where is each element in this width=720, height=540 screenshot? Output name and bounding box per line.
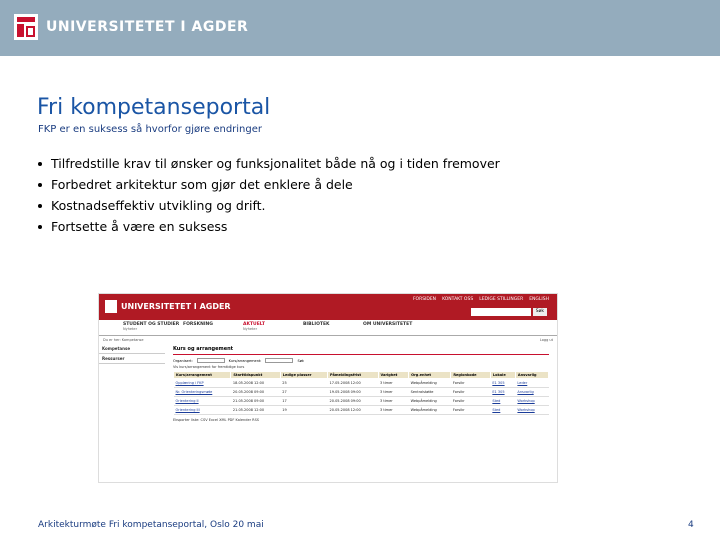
table-cell[interactable]: Sted — [490, 397, 515, 406]
bullet-text: Kostnadseffektiv utvikling og drift. — [51, 198, 266, 213]
bullet-item — [38, 153, 500, 174]
table-row — [174, 388, 549, 397]
table-cell: 3 timer — [378, 388, 409, 397]
table-cell: 18.05.2008 12:00 — [231, 379, 280, 388]
breadcrumb — [99, 336, 557, 344]
bullet-text: Fortsette å være en suksess — [51, 219, 228, 234]
table-row — [174, 406, 549, 415]
table-cell: 17.05.2008 12:00 — [328, 379, 378, 388]
screenshot-body — [99, 344, 557, 424]
breadcrumb-text: Du er her: Kompetanse — [103, 338, 144, 342]
bullet-list — [38, 153, 500, 237]
nav-aktuelt[interactable] — [243, 320, 301, 335]
table-cell[interactable]: E1 305 — [490, 388, 515, 397]
slide-title: Fri kompetanseportal — [37, 95, 271, 120]
table-header[interactable]: Starttidspunkt — [231, 372, 280, 379]
screenshot-logo-text: UNIVERSITETET I AGDER — [121, 302, 231, 311]
table-cell[interactable]: Opplæring i FKP — [174, 379, 231, 388]
table-cell[interactable]: Workshop — [515, 406, 548, 415]
table-cell: 20.05.2008 12:00 — [328, 406, 378, 415]
table-cell: 19.05.2008 09:00 — [328, 388, 378, 397]
screenshot-nav — [99, 320, 557, 336]
table-cell[interactable]: Orientering II — [174, 397, 231, 406]
table-cell[interactable]: Leder — [515, 379, 548, 388]
bullet-item — [38, 174, 500, 195]
filter-type-select[interactable] — [265, 358, 293, 363]
table-cell[interactable]: Sted — [490, 406, 515, 415]
bullet-text: Forbedret arkitektur som gjør det enklere å dele — [51, 177, 353, 192]
export-links[interactable]: Eksporter liste: CSV Excel XML PDF Kalender RSS — [173, 418, 260, 422]
slide-subtitle: FKP er en suksess så hvorfor gjøre endringer — [38, 124, 263, 135]
bullet-icon — [38, 162, 42, 166]
logout-link[interactable]: Logg ut — [539, 338, 553, 342]
bullet-icon — [38, 183, 42, 187]
filter-org-label: Organisert: — [173, 358, 193, 363]
table-cell: 19 — [280, 406, 327, 415]
table-header[interactable]: Ansvarlig — [515, 372, 548, 379]
table-header[interactable]: Ledige plasser — [280, 372, 327, 379]
table-cell: Webpåmelding — [409, 397, 451, 406]
table-cell[interactable]: Ansvarlig — [515, 388, 548, 397]
table-cell: Forsikr — [451, 379, 490, 388]
page-number: 4 — [688, 520, 694, 530]
bullet-text: Tilfredstille krav til ønsker og funksjonalitet både nå og i tiden fremover — [51, 156, 500, 171]
link-english[interactable]: ENGLISH — [529, 297, 549, 302]
nav-title: AKTUELT — [243, 322, 265, 327]
table-cell: 21.05.2008 12:00 — [231, 406, 280, 415]
university-logo-icon — [14, 14, 38, 40]
table-cell[interactable]: Orientering III — [174, 406, 231, 415]
nav-om[interactable] — [363, 320, 421, 335]
nav-sub: Nyheter — [243, 327, 258, 331]
table-cell: 3 timer — [378, 406, 409, 415]
bullet-item — [38, 216, 500, 237]
table-cell[interactable]: E1 305 — [490, 379, 515, 388]
filter-type-label: Kurs/arrangement: — [228, 358, 262, 363]
table-header[interactable]: Org.enhet — [409, 372, 451, 379]
table-cell[interactable]: Nr. Orienteringsmøte — [174, 388, 231, 397]
table-cell: Forsikr — [451, 406, 490, 415]
table-cell: 3 timer — [378, 379, 409, 388]
table-cell: Forsikr — [451, 388, 490, 397]
search-input[interactable] — [471, 308, 531, 316]
table-header-row — [174, 372, 549, 379]
sidebar-item-ressurser[interactable]: Ressurser — [99, 354, 165, 364]
filter-search-button[interactable]: Søk — [297, 358, 304, 363]
logo-text: UNIVERSITETET I AGDER — [46, 19, 249, 35]
table-cell: 27 — [280, 388, 327, 397]
table-cell: Webpåmelding — [409, 379, 451, 388]
table-cell: 20.05.2008 09:00 — [231, 388, 280, 397]
bullet-icon — [38, 204, 42, 208]
table-cell: Sentralstøtte — [409, 388, 451, 397]
table-header[interactable]: Lokale — [490, 372, 515, 379]
table-cell: Webpåmelding — [409, 406, 451, 415]
screenshot-main — [165, 344, 557, 424]
screenshot-top-links — [413, 297, 549, 302]
table-header[interactable]: Varighet — [378, 372, 409, 379]
nav-student[interactable] — [123, 320, 181, 335]
slide-footer: Arkitekturmøte Fri kompetanseportal, Oslo 20 mai — [38, 520, 264, 530]
filter-row — [173, 358, 549, 363]
screenshot-search — [471, 308, 547, 316]
nav-title: BIBLIOTEK — [303, 322, 330, 327]
table-header[interactable]: Regionkode — [451, 372, 490, 379]
nav-bibliotek[interactable] — [303, 320, 361, 335]
nav-forskning[interactable] — [183, 320, 241, 335]
table-header[interactable]: Påmeldingsfrist — [328, 372, 378, 379]
table-cell[interactable]: Workshop — [515, 397, 548, 406]
course-table — [173, 371, 549, 415]
main-title: Kurs og arrangement — [173, 346, 549, 355]
screenshot-sidebar — [99, 344, 165, 424]
embedded-screenshot — [98, 293, 558, 483]
table-header[interactable]: Kurs/arrangement — [174, 372, 231, 379]
nav-title: FORSKNING — [183, 322, 213, 327]
link-stillinger[interactable]: LEDIGE STILLINGER — [479, 297, 524, 302]
table-cell: 3 timer — [378, 397, 409, 406]
info-text: Vis kurs/arrangement for fremtidige kurs — [173, 365, 245, 369]
link-kontakt[interactable]: KONTAKT OSS — [442, 297, 474, 302]
bullet-icon — [38, 225, 42, 229]
table-cell: 25 — [280, 379, 327, 388]
search-button[interactable]: Søk — [533, 308, 547, 316]
screenshot-header — [99, 294, 557, 320]
table-row — [174, 397, 549, 406]
table-cell: 21.05.2008 09:00 — [231, 397, 280, 406]
nav-title: STUDENT OG STUDIER — [123, 322, 180, 327]
nav-sub: Nyheter — [123, 327, 138, 331]
bullet-item — [38, 195, 500, 216]
sidebar-item-kompetanse[interactable]: Kompetanse — [99, 344, 165, 354]
table-row — [174, 379, 549, 388]
screenshot-logo — [105, 300, 231, 313]
top-banner — [0, 0, 720, 56]
table-cell: Forsikr — [451, 397, 490, 406]
link-forsiden[interactable]: FORSIDEN — [412, 297, 437, 302]
university-logo — [14, 14, 248, 40]
nav-title: OM UNIVERSITETET — [363, 322, 413, 327]
screenshot-logo-icon — [105, 300, 117, 313]
filter-org-select[interactable] — [197, 358, 225, 363]
table-cell: 17 — [280, 397, 327, 406]
table-cell: 20.05.2008 09:00 — [328, 397, 378, 406]
